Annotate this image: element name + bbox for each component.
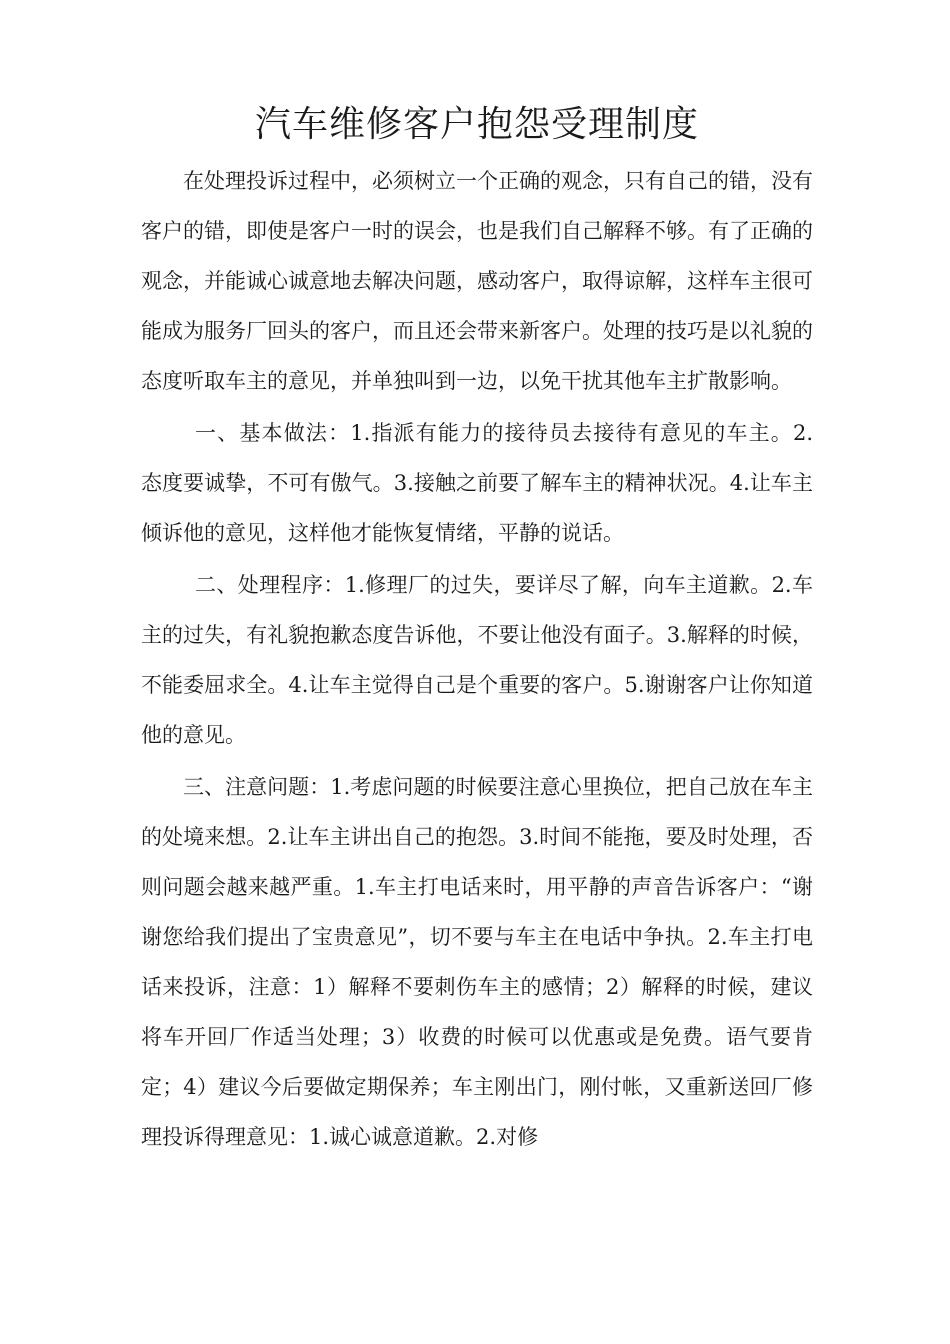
basic-practice-paragraph: 一、基本做法：1.指派有能力的接待员去接待有意见的车主。2. 态度要诚挚，不可有傲气。3.接触之前要了解车主的精神状况。4.让车主倾诉他的意见，这样他才能恢复情绪，平静的说话。 [141, 421, 834, 545]
notes-paragraph: 三、注意问题：1.考虑问题的时候要注意心里换位，把自己放在车主的处境来想。2.让车主讲出自己的抱怨。3.时间不能拖，要及时处理，否则问题会越来越严重。1.车主打电话来时，用平静的声音告诉客户：“谢谢您给我们提出了宝贵意见”，切不要与车主在电话中争执。2.车主打电话来投诉，注意：1）解释不要刺伤车主的感情；2）解释的时候，建议将车开回厂作适当处理；3）收费的时候可以优惠或是免费。语气要肯定；4）建议今后要做定期保养；车主刚出门，刚付帐，又重新送回厂修理投诉得理意见：1.诚心诚意道歉。2.对修 [141, 775, 813, 1149]
intro-paragraph: 在处理投诉过程中，必须树立一个正确的观念，只有自己的错，没有客户的错，即使是客户一时的误会，也是我们自己解释不够。有了正确的观念，并能诚心诚意地去解决问题，感动客户，取得谅解，这样车主很可能成为服务厂回头的客户，而且还会带来新客户。处理的技巧是以礼貌的态度听取车主的意见，并单独叫到一边，以免干扰其他车主扩散影响。 [141, 169, 813, 393]
procedure-paragraph: 二、处理程序：1.修理厂的过失，要详尽了解，向车主道歉。2.车主的过失，有礼貌抱歉态度告诉他，不要让他没有面子。3.解释的时候，不能委屈求全。4.让车主觉得自己是个重要的客户。5.谢谢客户让你知道他的意见。 [141, 573, 813, 747]
document-body [141, 100, 834, 1162]
document-title: 汽车维修客户抱怨受理制度 [254, 104, 699, 145]
